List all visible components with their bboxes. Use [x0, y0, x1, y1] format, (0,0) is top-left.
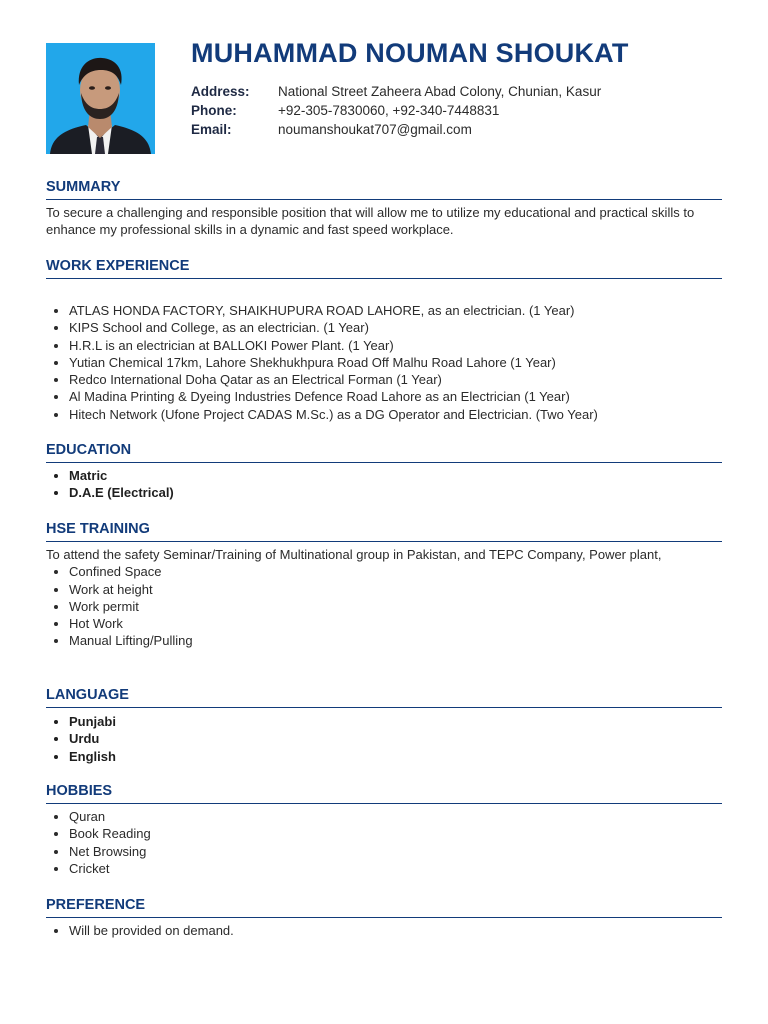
section-title: EDUCATION	[46, 441, 722, 463]
section-title: SUMMARY	[46, 178, 722, 200]
list-item: • ATLAS HONDA FACTORY, SHAIKHUPURA ROAD LAHORE, as an electrician. (1 Year)	[69, 302, 722, 319]
preference-section	[46, 896, 722, 939]
list-item: • Work permit	[69, 598, 722, 615]
list-item: • English	[69, 748, 722, 765]
list-item: • Work at height	[69, 581, 722, 598]
address-value: National Street Zaheera Abad Colony, Chunian, Kasur	[278, 84, 602, 99]
list-item: • H.R.L is an electrician at BALLOKI Power Plant. (1 Year)	[69, 337, 722, 354]
list-item: • Book Reading	[69, 825, 722, 842]
list-item: • Punjabi	[69, 713, 722, 730]
summary-text: To secure a challenging and responsible position that will allow me to utilize my educational and practical skills to enhance my professional skills in a dynamic and fast speed workplace.	[46, 205, 695, 238]
work-list	[46, 302, 722, 423]
hse-list	[46, 563, 722, 649]
profile-photo	[46, 43, 155, 154]
list-item: • KIPS School and College, as an electrician. (1 Year)	[69, 319, 722, 336]
contact-label: Email:	[191, 122, 232, 137]
contact-email	[191, 120, 601, 139]
list-item: • Manual Lifting/Pulling	[69, 632, 722, 649]
list-item: • Confined Space	[69, 563, 722, 580]
education-section	[46, 441, 722, 502]
section-title: HSE TRAINING	[46, 520, 722, 542]
list-item: • Cricket	[69, 860, 722, 877]
contact-label: Address:	[191, 84, 250, 99]
preference-list	[46, 922, 722, 939]
work-experience-section	[46, 257, 722, 423]
list-item: • Urdu	[69, 730, 722, 747]
list-item: • Hot Work	[69, 615, 722, 632]
contact-address	[191, 82, 601, 101]
section-title: HOBBIES	[46, 782, 722, 804]
list-item: • Quran	[69, 808, 722, 825]
email-value[interactable]: noumanshoukat707@gmail.com	[278, 122, 472, 137]
hobbies-list	[46, 808, 722, 877]
contact-phone	[191, 101, 601, 120]
education-list	[46, 467, 722, 502]
summary-section	[46, 178, 722, 239]
hse-text: To attend the safety Seminar/Training of Multinational group in Pakistan, and TEPC Company, Power plant,	[46, 547, 662, 562]
section-title: WORK EXPERIENCE	[46, 257, 722, 279]
list-item: • Yutian Chemical 17km, Lahore Shekhukhpura Road Off Malhu Road Lahore (1 Year)	[69, 354, 722, 371]
list-item: • Will be provided on demand.	[69, 922, 722, 939]
contact-info	[191, 82, 601, 139]
list-item: • Net Browsing	[69, 843, 722, 860]
list-item: • Redco International Doha Qatar as an Electrical Forman (1 Year)	[69, 371, 722, 388]
hobbies-section	[46, 782, 722, 877]
section-title: LANGUAGE	[46, 686, 722, 708]
hse-training-section	[46, 520, 722, 650]
section-title: PREFERENCE	[46, 896, 722, 918]
list-item: • Al Madina Printing & Dyeing Industries Defence Road Lahore as an Electrician (1 Year)	[69, 388, 722, 405]
contact-label: Phone:	[191, 103, 237, 118]
list-item: • Matric	[69, 467, 722, 484]
language-section	[46, 686, 722, 765]
list-item: • D.A.E (Electrical)	[69, 484, 722, 501]
candidate-name: MUHAMMAD NOUMAN SHOUKAT	[191, 38, 629, 68]
list-item: • Hitech Network (Ufone Project CADAS M.Sc.) as a DG Operator and Electrician. (Two Year)	[69, 406, 722, 423]
phone-value: +92-305-7830060, +92-340-7448831	[278, 103, 500, 118]
language-list	[46, 713, 722, 765]
